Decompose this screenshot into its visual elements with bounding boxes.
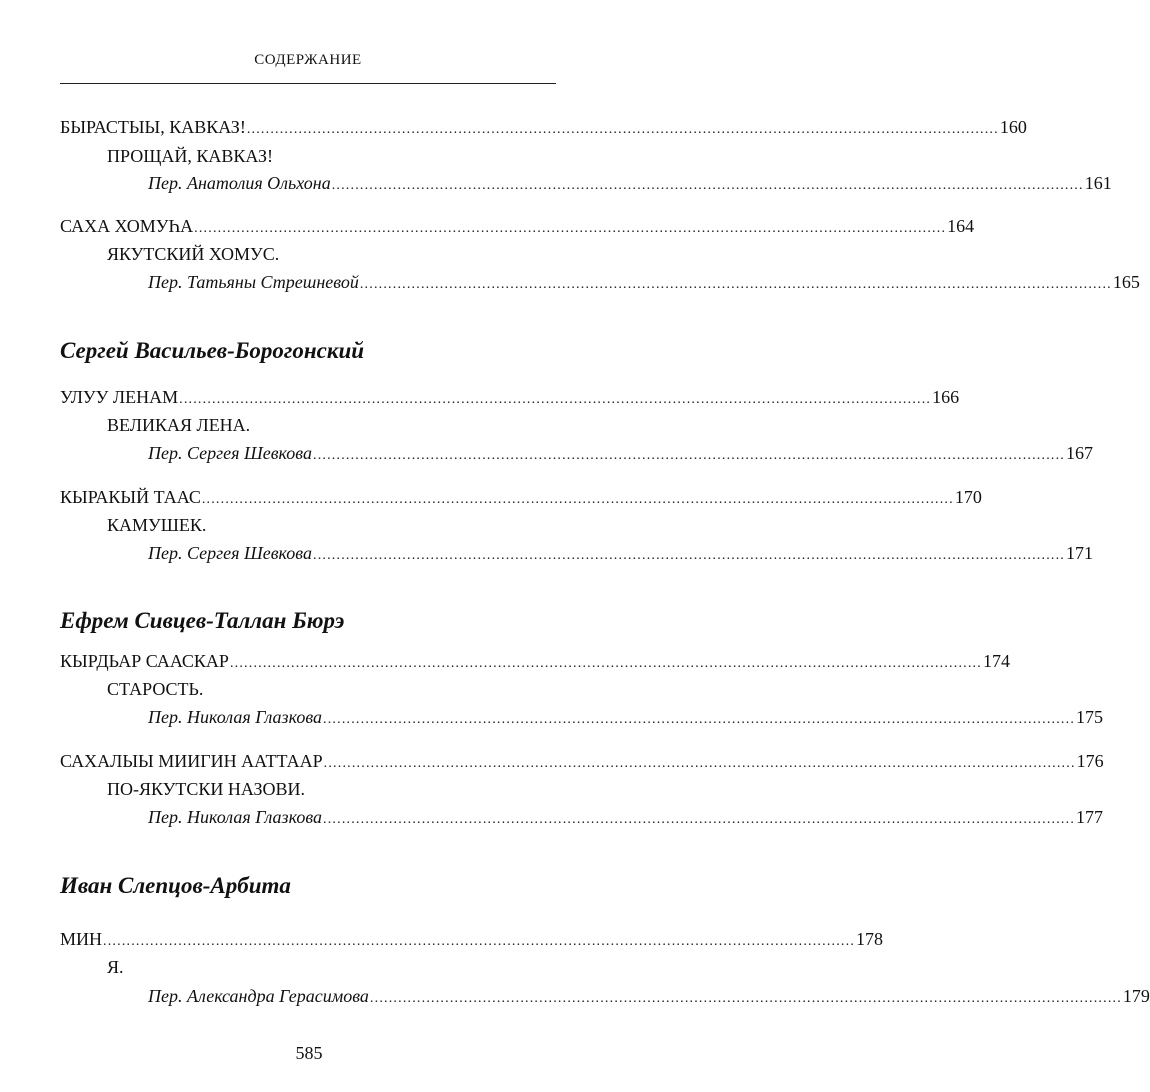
- running-header: СОДЕРЖАНИЕ: [254, 52, 362, 68]
- dot-leader: ................................................................................................................................................................: [359, 277, 1112, 292]
- toc-entry-page: 161: [1084, 173, 1112, 193]
- toc-entry: [60, 215, 975, 240]
- toc-entry: [148, 542, 1093, 567]
- toc-translation-title: ВЕЛИКАЯ ЛЕНА.: [107, 415, 251, 435]
- toc-entry-page: 178: [856, 929, 884, 949]
- toc-translator: Пер. Александра Герасимова: [148, 986, 369, 1006]
- toc-translator: Пер. Николая Глазкова: [148, 707, 323, 727]
- dot-leader: ................................................................................................................................................................: [323, 712, 1076, 727]
- toc-entry: [60, 928, 884, 953]
- toc-translation-title: ПО-ЯКУТСКИ НАЗОВИ.: [107, 779, 305, 799]
- author-heading: Ефрем Сивцев-Таллан Бюрэ: [60, 608, 345, 633]
- toc-translator: Пер. Сергея Шевкова: [148, 443, 312, 463]
- toc-translator: Пер. Татьяны Стрешневой: [148, 272, 359, 292]
- toc-entry-page: 165: [1112, 272, 1140, 292]
- toc-translation-title: Я.: [107, 957, 124, 977]
- toc-entry-title: КЫРДЬАР СААСКАР: [60, 651, 229, 671]
- toc-entry: [148, 442, 1093, 467]
- toc-entry-title: САХА ХОМУҺА: [60, 216, 194, 236]
- dot-leader: ................................................................................................................................................................: [313, 548, 1065, 563]
- author-heading: Иван Слепцов-Арбита: [60, 873, 291, 898]
- dot-leader: ................................................................................................................................................................: [313, 448, 1065, 463]
- toc-entry: [60, 486, 982, 511]
- author-heading: Сергей Васильев-Борогонский: [60, 338, 365, 363]
- toc-entry-page: 164: [947, 216, 975, 236]
- toc-entry-title: УЛУУ ЛЕНАМ: [60, 387, 179, 407]
- dot-leader: ................................................................................................................................................................: [369, 991, 1122, 1006]
- dot-leader: ................................................................................................................................................................: [331, 178, 1084, 193]
- toc-entry: [60, 386, 960, 411]
- toc-entry-title: КЫРАКЫЙ ТААС: [60, 487, 201, 507]
- toc-entry-page: 171: [1066, 543, 1093, 563]
- toc-entry-page: 176: [1076, 751, 1104, 771]
- toc-translation-title: ЯКУТСКИЙ ХОМУС.: [107, 244, 280, 264]
- toc-entry: [60, 650, 1010, 675]
- dot-leader: ................................................................................................................................................................: [103, 934, 856, 949]
- toc-entry-page: 179: [1122, 986, 1150, 1006]
- toc-translation-title: КАМУШЕК.: [107, 515, 207, 535]
- toc-entry-title: МИН: [60, 929, 103, 949]
- dot-leader: ................................................................................................................................................................: [246, 122, 999, 137]
- toc-entry-page: 174: [982, 651, 1010, 671]
- toc-translator: Пер. Анатолия Ольхона: [148, 173, 331, 193]
- toc-entry-page: 166: [932, 387, 960, 407]
- toc-entry: [60, 750, 1104, 775]
- dot-leader: ................................................................................................................................................................: [201, 492, 954, 507]
- header-rule: [60, 83, 556, 84]
- toc-entry: [148, 172, 1112, 197]
- toc-entry-title: БЫРАСТЫЫ, КАВКАЗ!: [60, 117, 246, 137]
- toc-entry: [148, 271, 1140, 296]
- toc-translator: Пер. Николая Глазкова: [148, 807, 323, 827]
- toc-entry: [148, 806, 1104, 831]
- dot-leader: ................................................................................................................................................................: [323, 812, 1076, 827]
- toc-entry-title: САХАЛЫЫ МИИГИН ААТТААР: [60, 751, 323, 771]
- toc-translator: Пер. Сергея Шевкова: [148, 543, 312, 563]
- dot-leader: ................................................................................................................................................................: [179, 392, 932, 407]
- dot-leader: ................................................................................................................................................................: [194, 221, 947, 236]
- page-number: 585: [295, 1043, 323, 1063]
- toc-entry-page: 177: [1076, 807, 1104, 827]
- dot-leader: ................................................................................................................................................................: [323, 756, 1076, 771]
- toc-translation-title: СТАРОСТЬ.: [107, 679, 204, 699]
- toc-entry: [148, 706, 1104, 731]
- toc-entry-page: 170: [954, 487, 982, 507]
- toc-entry: [60, 116, 1027, 141]
- toc-entry-page: 160: [999, 117, 1027, 137]
- dot-leader: ................................................................................................................................................................: [229, 656, 982, 671]
- toc-entry: [148, 985, 1150, 1010]
- toc-translation-title: ПРОЩАЙ, КАВКАЗ!: [107, 146, 273, 166]
- toc-entry-page: 175: [1076, 707, 1104, 727]
- toc-entry-page: 167: [1066, 443, 1093, 463]
